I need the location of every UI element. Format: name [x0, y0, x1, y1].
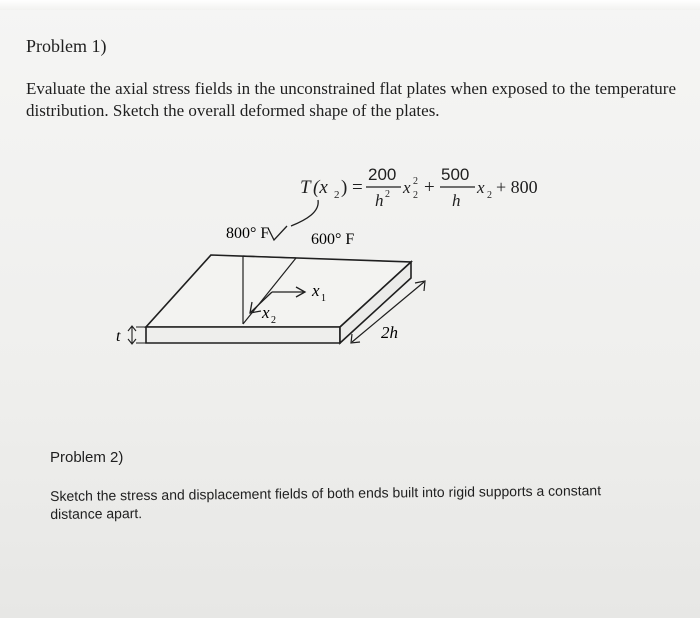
- plate-top-face: [146, 255, 411, 327]
- eq-plus1: +: [424, 177, 435, 198]
- eq-term2-const: + 800: [496, 177, 538, 197]
- eq-frac2-num: 500: [441, 165, 470, 184]
- thickness-indicator: [116, 326, 146, 345]
- x2-label: x: [262, 303, 270, 322]
- eq-frac1-num: 200: [368, 165, 397, 184]
- width-label: 2h: [381, 323, 398, 342]
- label-800F: 800° F: [226, 225, 270, 242]
- x2-label-sub: 2: [271, 315, 276, 326]
- eq-frac1-den-sup: 2: [385, 189, 390, 200]
- temperature-equation: [300, 165, 538, 210]
- problem2-title: Problem 2): [50, 449, 124, 466]
- eq-lhs-func: T: [300, 177, 311, 198]
- eq-term1-sub: 2: [413, 190, 418, 201]
- eq-lhs-arg: (x: [313, 177, 328, 198]
- eq-frac1-den: h: [375, 191, 384, 210]
- eq-term2-var: x: [477, 178, 485, 197]
- problem1-title: Problem 1): [26, 36, 107, 56]
- problem1-body: Evaluate the axial stress fields in the unconstrained flat plates when exposed to the temperature distribution. Sketch the overall deformed shape of the plates.: [26, 79, 676, 120]
- checkmark-icon: [268, 226, 287, 240]
- eq-lhs-arg-sub: 2: [334, 189, 340, 201]
- eq-term1-var: x: [403, 178, 411, 197]
- eq-term2-sub: 2: [487, 190, 492, 201]
- eq-lhs-close: ): [341, 177, 348, 198]
- equation-pointer-curve: [291, 200, 318, 226]
- problem2-body: Sketch the stress and displacement fields of both ends built into rigid supports a constant distance apart.: [50, 482, 602, 522]
- x1-label: x: [312, 281, 320, 300]
- eq-equals: =: [352, 177, 363, 198]
- plate-front-face: [146, 327, 340, 343]
- label-600F: 600° F: [311, 231, 355, 248]
- x1-label-sub: 1: [321, 293, 326, 304]
- eq-frac2-den: h: [452, 191, 461, 210]
- thickness-label: t: [116, 328, 121, 345]
- flat-plate: [146, 255, 411, 343]
- eq-term1-sup: 2: [413, 176, 418, 187]
